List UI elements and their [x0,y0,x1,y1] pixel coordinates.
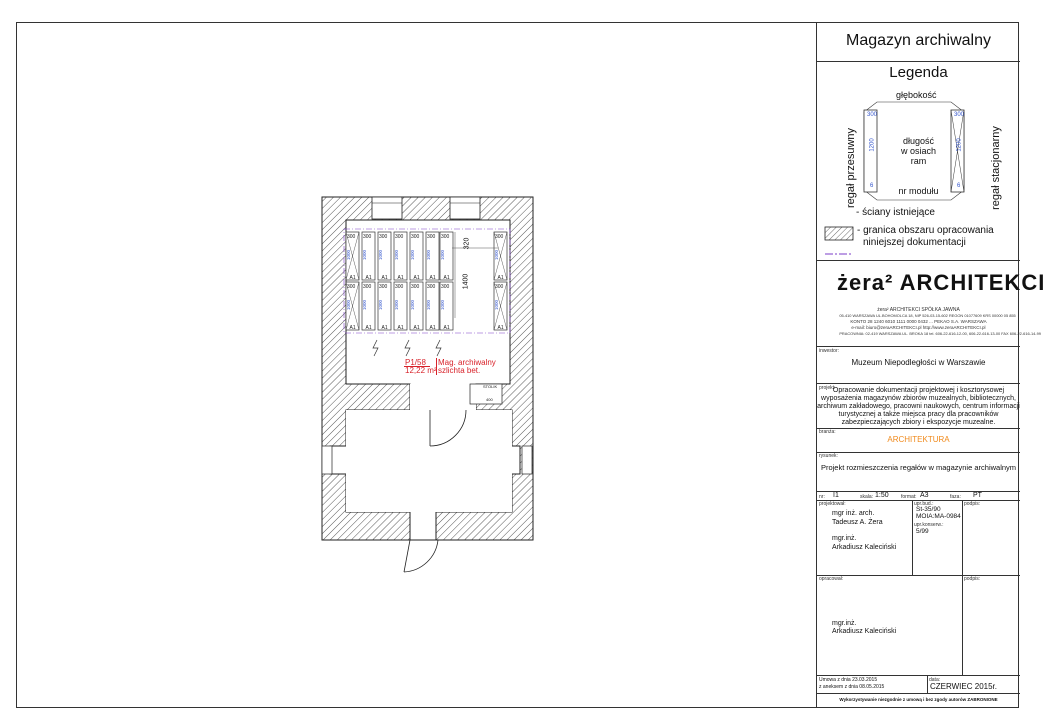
shelf-fixed-bottom-right [494,282,507,331]
format-value: A3 [920,492,929,499]
upr-kons-label: upr.konserw.: [914,522,944,528]
company-line-2: 05-410 WARSZAWA UL.BOHOMOLCA 18, NIP 526-03-15-602 REGON 01077609 KRS 00000 05 855 [839,313,1016,319]
faza-label: faza: [950,494,961,500]
title-block [816,22,1045,708]
svg-text:300: 300 [363,234,372,240]
svg-text:300: 300 [395,234,404,240]
legend-heading: Legenda [889,64,948,81]
designer-name-1: Tadeusz A. Żera [832,519,883,526]
projekt-line-2: wyposażenia magazynów zbiorów muzealnych, bibliotecznych, [821,395,1016,402]
svg-text:300: 300 [347,284,356,290]
rysunek-label: rysunek: [819,453,838,459]
svg-text:1000: 1000 [394,299,399,310]
window-niche-left [372,197,402,219]
shelf-mobile-bottom-5 [426,282,439,331]
svg-text:300: 300 [411,284,420,290]
svg-text:1000: 1000 [346,299,351,310]
svg-text:A1: A1 [443,275,450,281]
designer-title-1: mgr inż. arch. [832,510,875,517]
room-number: P1/58 [405,358,426,367]
author-title: mgr.inż. [832,620,857,627]
room-name: Mag. archiwalny [438,358,496,367]
svg-text:A1: A1 [413,325,420,331]
legend-dim-300: 300 [867,112,878,118]
svg-text:1000: 1000 [378,249,383,260]
svg-text:A1: A1 [349,275,356,281]
svg-text:300: 300 [441,234,450,240]
svg-text:1000: 1000 [362,299,367,310]
shelf-fixed-bottom-left [346,282,359,331]
legend-dim-6-r: 6 [957,183,961,189]
svg-text:A1: A1 [497,325,504,331]
data-value: CZERWIEC 2015r. [930,682,997,691]
svg-text:1000: 1000 [378,299,383,310]
shelf-mobile-bottom-3 [394,282,407,331]
footer-note: Wykorzystywanie niezgodnie z umową i bez zgody autorów ZABRONIONE [839,697,998,702]
dim-400-label: 400 [486,397,493,402]
legend-length-2: w osiach [900,146,936,156]
branza-value: ARCHITEKTURA [887,435,950,444]
shelf-fixed-top-left [346,232,359,281]
rysunek-value: Projekt rozmieszczenia regałów w magazynie archiwalnym [820,463,1017,472]
svg-text:1000: 1000 [394,249,399,260]
projekt-line-4: turystycznej a także miejsca pracy dla pracowników [838,411,999,418]
svg-text:A1: A1 [397,325,404,331]
shelf-fixed-top-right [494,232,507,281]
svg-text:1000: 1000 [440,249,445,260]
drawing-title: Magazyn archiwalny [846,32,991,49]
svg-text:A1: A1 [429,275,436,281]
room-area: 12,22 m² [405,366,437,375]
upr-bud-value-2: MOIA:MA-0984 [916,513,961,520]
svg-text:A1: A1 [381,325,388,331]
upr-kons-value: 5/99 [916,528,929,535]
dim-1400-label: 1400 [462,273,470,290]
shelf-mobile-top-5 [426,232,439,281]
nr-label: nr: [819,494,825,500]
skala-label: skala: [860,494,874,500]
legend-module-label: nr modułu [898,186,939,196]
svg-text:300: 300 [363,284,372,290]
svg-text:1000: 1000 [362,249,367,260]
company-line-1: żera² ARCHITEKCI SPÓŁKA JAWNA [877,307,960,313]
outlet-marks [373,340,441,356]
svg-text:1000: 1000 [494,299,499,310]
shelf-mobile-top-1 [362,232,375,281]
shelf-mobile-top-3 [394,232,407,281]
shelf-mobile-top-2 [378,232,391,281]
legend-length-1: długość [902,136,935,146]
svg-text:1000: 1000 [440,299,445,310]
svg-text:1000: 1000 [410,249,415,260]
projekt-line-3: archiwum zakładowego, pracowni naukowych, centrum informacji [817,403,1020,410]
company-line-4: e-mail: biuro@zeraARCHITEKCI.pl http://www.zeraARCHITEKCI.pl [851,325,986,331]
legend-mobile-label: regał przesuwny [845,127,858,209]
svg-text:300: 300 [411,234,420,240]
svg-text:300: 300 [347,234,356,240]
projekt-label: projekt: [819,385,836,391]
opracowal-label: opracował: [819,576,844,582]
designer-name-2: Arkadiusz Kaleciński [832,544,897,551]
svg-text:1000: 1000 [426,299,431,310]
window-niche-right [450,197,480,219]
legend-dim-300-r: 300 [954,112,965,118]
svg-text:300: 300 [427,234,436,240]
upr-bud-label: upr.bud.: [914,501,934,507]
svg-text:300: 300 [395,284,404,290]
window-left-lower [322,446,332,474]
window-right-lower [522,446,532,474]
svg-text:1000: 1000 [426,249,431,260]
svg-text:A1: A1 [381,275,388,281]
shelf-mobile-bottom-2 [378,282,391,331]
podpis-label-2: podpis: [964,576,981,582]
legend-depth-label: głębokość [896,90,937,100]
shelf-mobile-bottom-1 [362,282,375,331]
stolik-label: STOLIK [483,384,498,389]
faza-value: PT [973,492,982,499]
company-line-3: KONTO 28 1240 6010 1111 0000 0432 ... PEKAO S.A. WARSZAWA [850,319,987,325]
umowa-line-2: z aneksem z dnia 08.05.2015 [819,684,885,690]
upr-bud-value-1: St-35/90 [916,506,941,513]
shelf-mobile-top-6 [440,232,453,281]
svg-text:A1: A1 [429,325,436,331]
branza-label: branża: [819,429,836,435]
legend-boundary-text-2: niniejszej dokumentacji [863,237,966,248]
svg-text:300: 300 [495,284,504,290]
inwestor-label: inwestor: [819,348,840,354]
nr-value: I1 [833,492,839,499]
svg-text:A1: A1 [413,275,420,281]
svg-text:A1: A1 [365,325,372,331]
data-label: data: [929,677,941,683]
svg-text:300: 300 [427,284,436,290]
legend-boundary-text-1: - granica obszaru opracowania [857,225,994,236]
svg-text:A1: A1 [365,275,372,281]
svg-text:A1: A1 [443,325,450,331]
svg-text:1000: 1000 [494,249,499,260]
shelf-layout [344,229,510,333]
legend-walls-swatch [825,227,853,240]
company-line-5: PRACOWNIA: 02-419 WARSZAWA UL. BROKA 18 tel. 606-22-616-12-00, 606-22-616-13-00 FAX 606-22-616-14-99 [839,331,1041,337]
legend-walls-text: - ściany istniejące [856,207,935,218]
shelf-mobile-bottom-6 [440,282,453,331]
format-label: format: [901,494,917,500]
author-name: Arkadiusz Kaleciński [832,628,897,635]
projekt-line-1: Opracowanie dokumentacji projektowej i kosztorysowej [832,387,1005,394]
skala-value: 1:50 [875,492,889,499]
projekt-line-5: zabezpieczających zbiory i ekspozycje muzealne. [841,419,996,426]
room-floor: szlichta bet. [438,366,481,375]
umowa-line-1: Umowa z dnia 23.03.2015 [819,677,878,683]
svg-text:300: 300 [379,284,388,290]
svg-text:1000: 1000 [410,299,415,310]
legend-fixed-label: regał stacjonarny [989,126,1002,210]
podpis-label-1: podpis: [964,501,981,507]
inwestor-value: Muzeum Niepodległości w Warszawie [851,358,986,367]
svg-text:300: 300 [379,234,388,240]
svg-text:1000: 1000 [346,249,351,260]
svg-text:A1: A1 [397,275,404,281]
projektowal-label: projektował: [819,501,846,507]
company-logo: żera² ARCHITEKCI [837,270,1045,295]
legend-dim-1200: 1200 [869,138,876,152]
shelf-mobile-bottom-4 [410,282,423,331]
svg-text:300: 300 [495,234,504,240]
svg-text:A1: A1 [349,325,356,331]
shelf-mobile-top-4 [410,232,423,281]
entrance-door [404,540,438,572]
legend-dim-6: 6 [870,183,874,189]
legend-length-3: ram [910,156,927,166]
designer-title-2: mgr.inż. [832,535,857,542]
svg-text:A1: A1 [497,275,504,281]
svg-text:300: 300 [441,284,450,290]
dim-320-label: 320 [463,237,471,250]
legend-dim-1200-r: 1200 [956,138,963,152]
